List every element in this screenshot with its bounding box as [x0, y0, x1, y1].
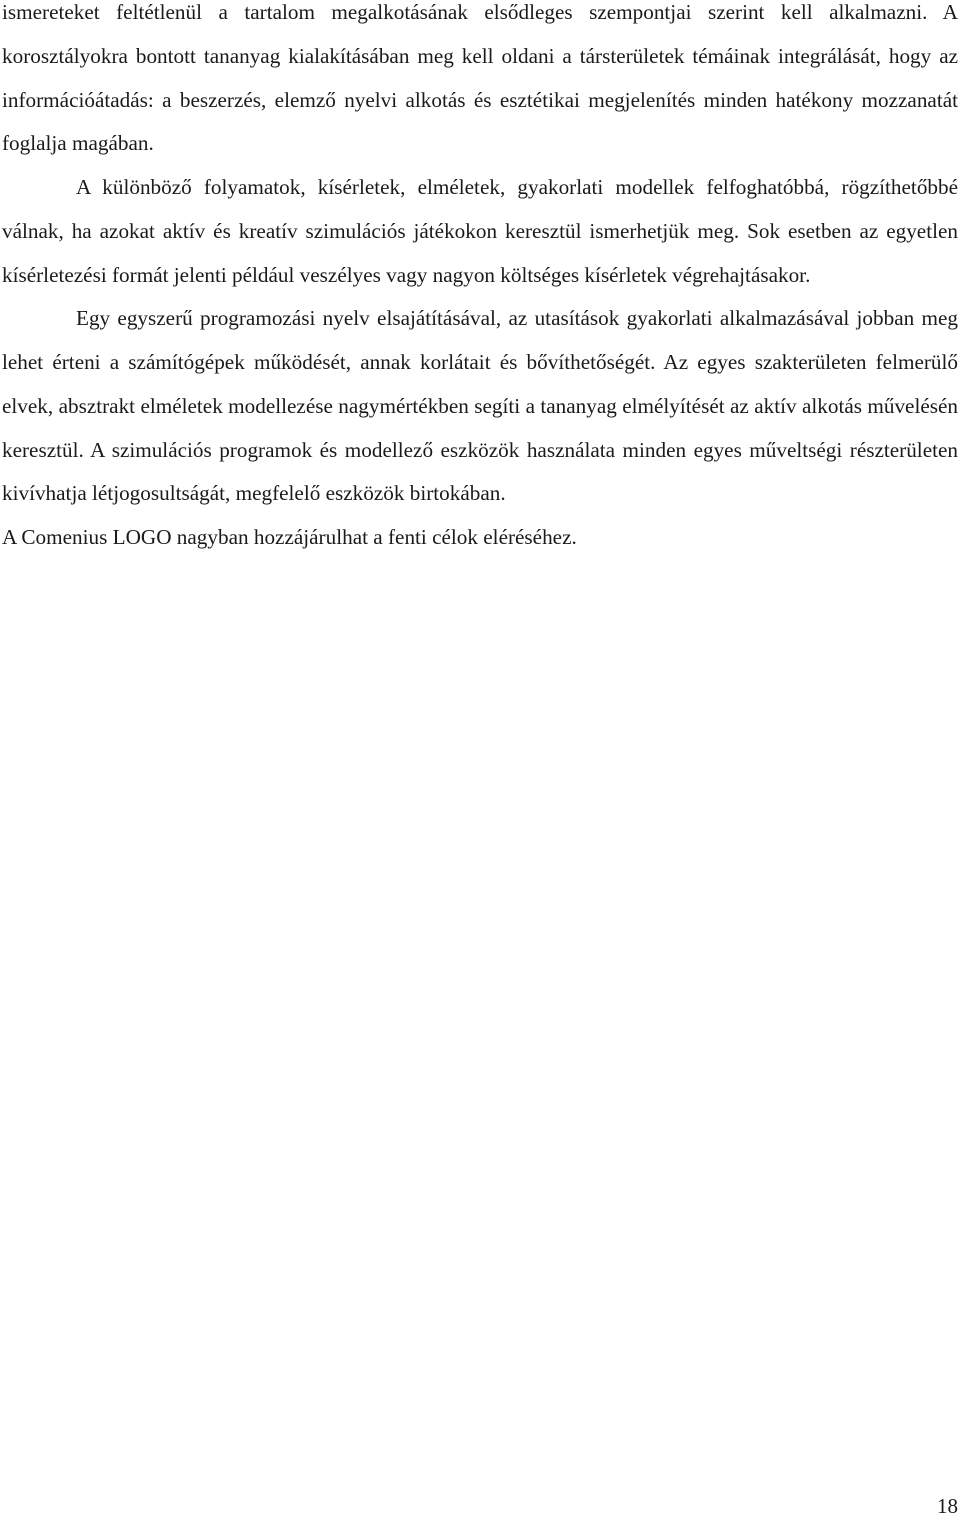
- page-number: 18: [937, 1494, 958, 1518]
- paragraph-processes: A különböző folyamatok, kísérletek, elméletek, gyakorlati modellek felfoghatóbbá, rögzíthetőbbé válnak, ha azokat aktív és kreatív szimulációs játékokon keresztül ismerhetjük meg. Sok esetben az egyetlen kísérletezési formát jelenti például veszélyes vagy nagyon költséges kísérletek végrehajtásakor.: [2, 175, 958, 287]
- paragraph-continued: ismereteket feltétlenül a tartalom megalkotásának elsődleges szempontjai szerint kell alkalmazni. A korosztályokra bontott tananyag kialakításában meg kell oldani a társterületek témáinak integrálását, hogy az információátadás: a beszerzés, elemző nyelvi alkotás és esztétikai megjelenítés minden hatékony mozzanatát foglalja magában.: [2, 0, 958, 156]
- paragraph-programming: Egy egyszerű programozási nyelv elsajátításával, az utasítások gyakorlati alkalmazásával jobban meg lehet érteni a számítógépek működését, annak korlátait és bővíthetőségét. Az egyes szakterületen felmerülő elvek, absztrakt elméletek modellezése nagymértékben segíti a tananyag elmélyítését az aktív alkotás művelésén keresztül. A szimulációs programok és modellező eszközök használata minden egyes műveltségi részterületen kivívhatja létjogosultságát, megfelelő eszközök birtokában.: [2, 306, 958, 506]
- document-page: [2, 0, 958, 560]
- paragraph-comenius-logo: A Comenius LOGO nagyban hozzájárulhat a fenti célok eléréséhez.: [2, 525, 577, 549]
